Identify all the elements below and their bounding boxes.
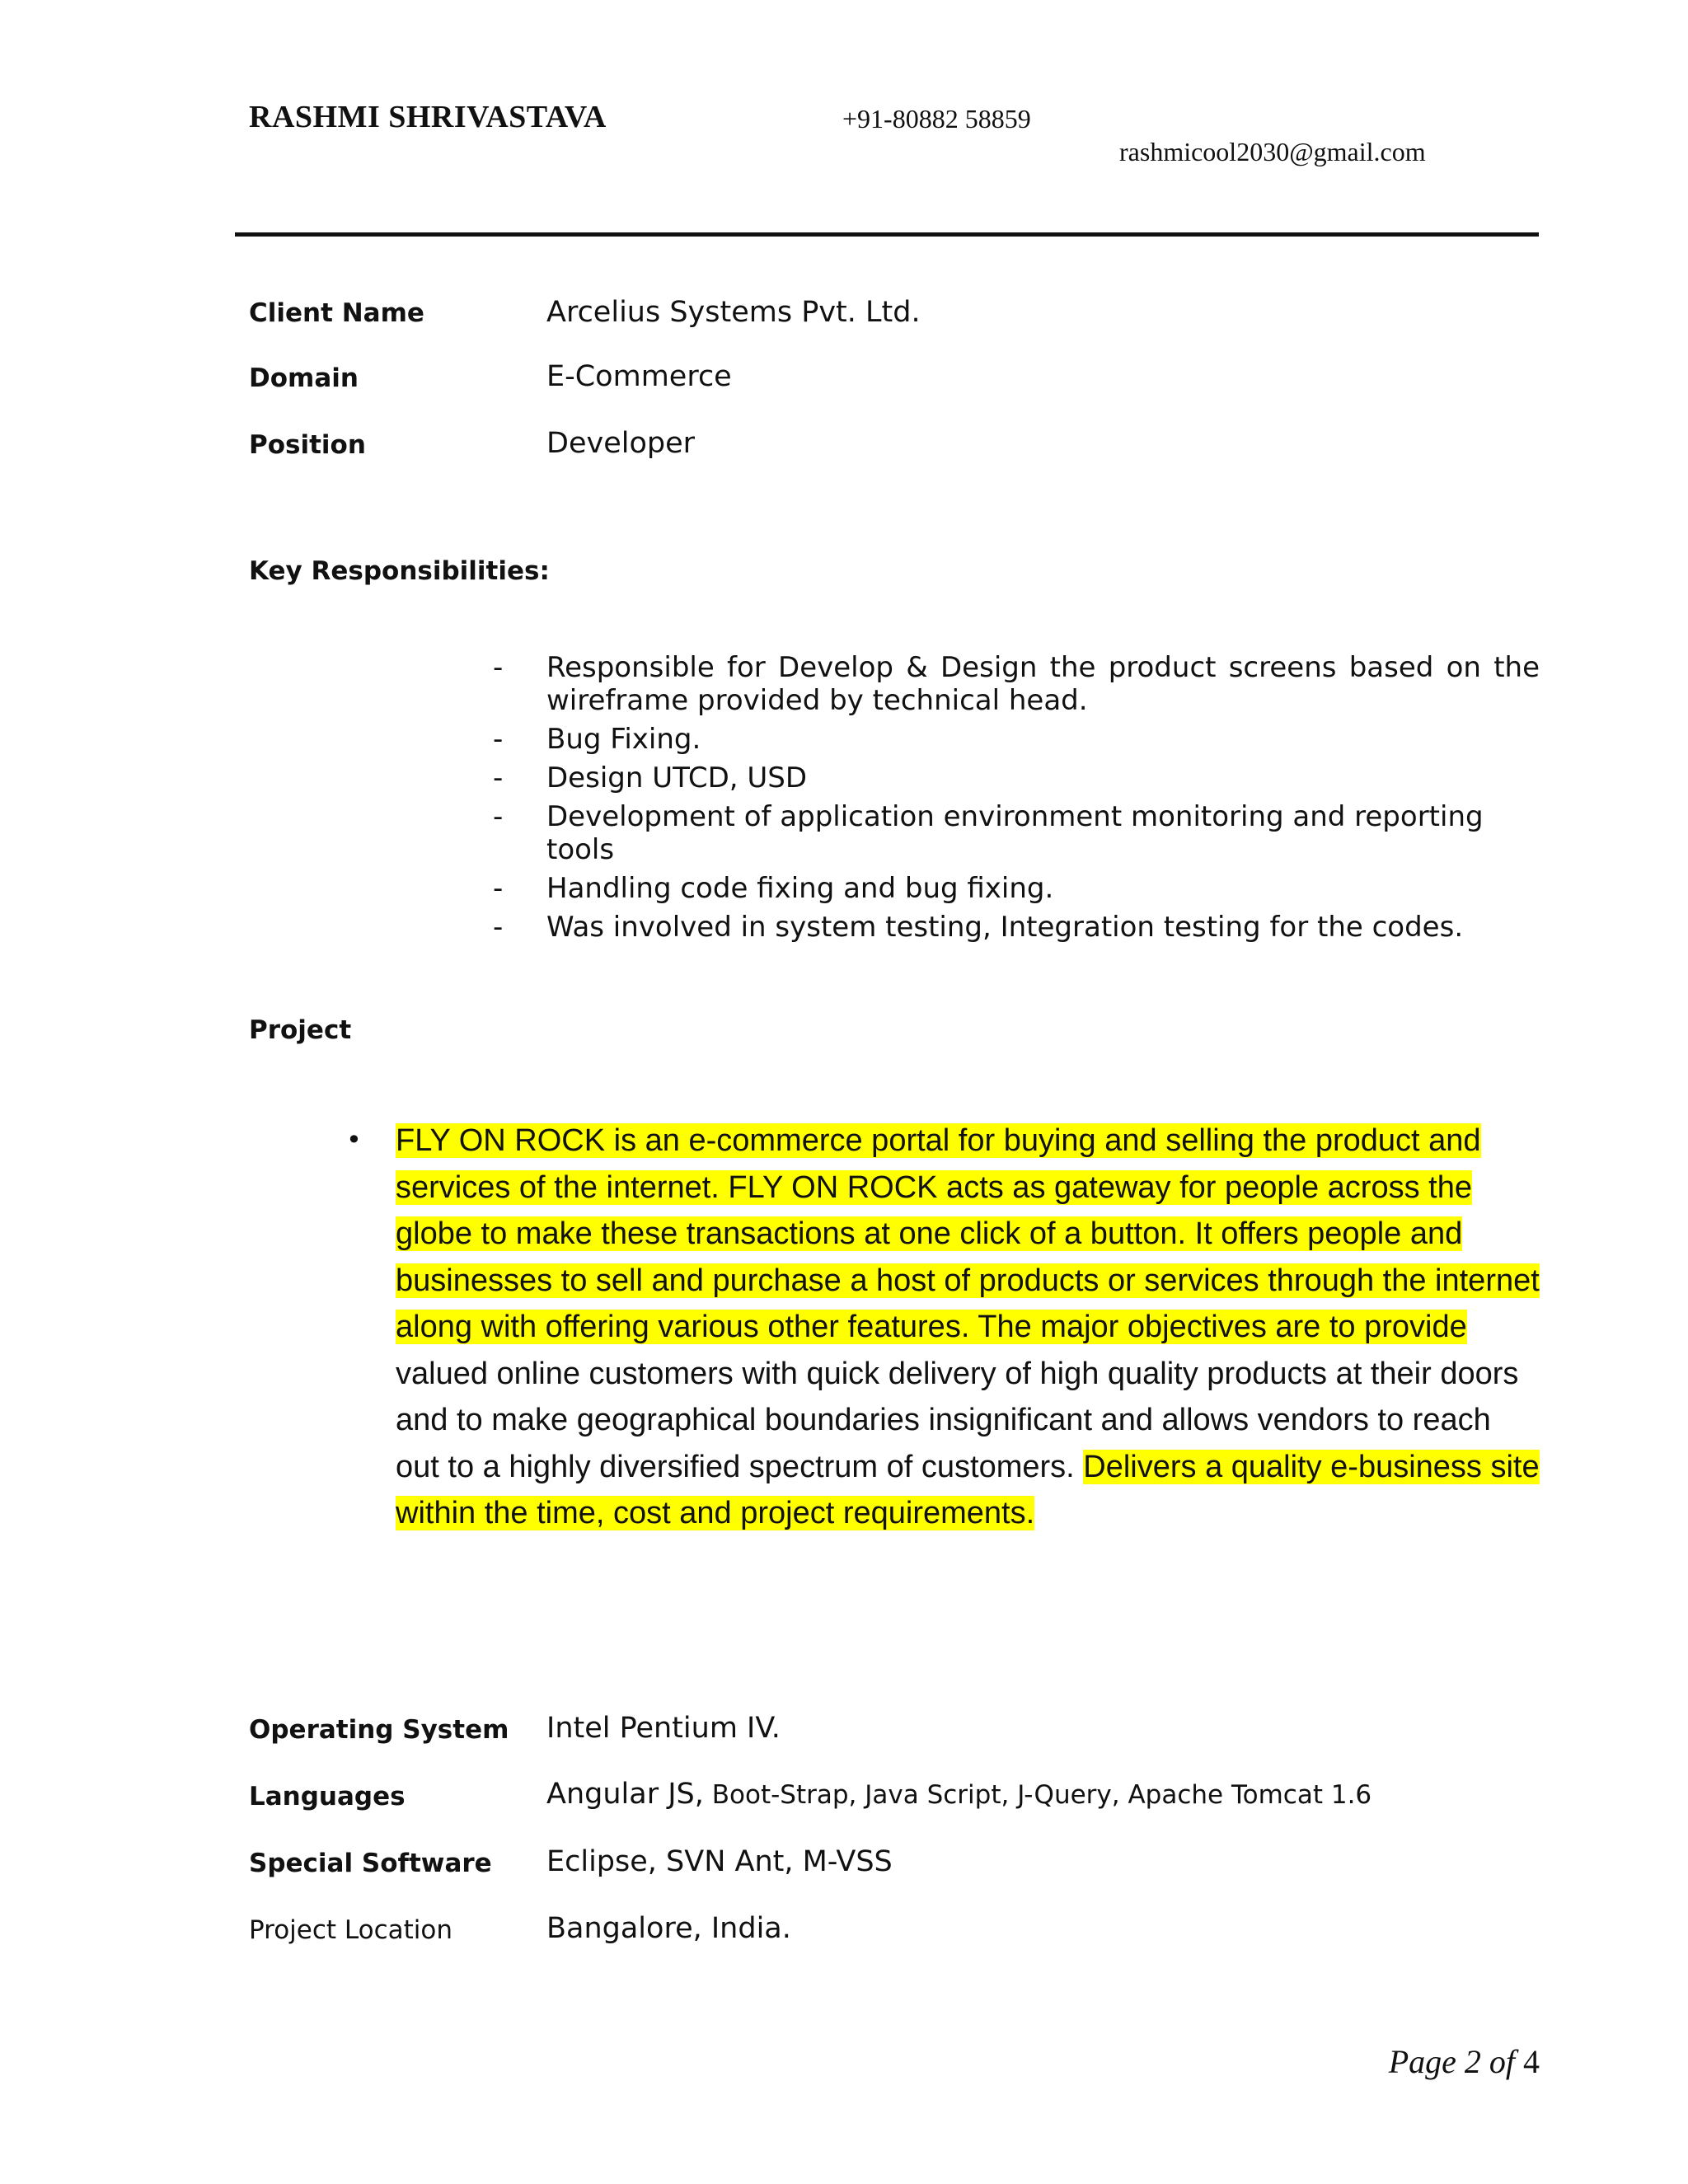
highlighted-text: FLY ON ROCK is an e-commerce portal for buying and selling the product and services of the internet. FLY ON ROCK acts as gateway for people across the globe to make these transactions at one click of a button. It offers people and businesses to sell and purchase a host of products or services through the internet along with offering various other features. The major objectives are to provide [396, 1123, 1540, 1344]
languages-value: Angular JS, Boot-Strap, Java Script, J-Query, Apache Tomcat 1.6 [546, 1778, 1372, 1811]
key-responsibilities-heading: Key Responsibilities: [249, 556, 550, 586]
page-number: Page 2 of 4 [1388, 2043, 1540, 2080]
list-item: - Bug Fixing. [493, 723, 701, 756]
dash-bullet: - [493, 651, 504, 684]
client-name-label: Client Name [249, 298, 424, 328]
project-location-label: Project Location [249, 1915, 453, 1945]
phone-number: +91-80882 58859 [842, 104, 1031, 134]
plain-text: valued online customers with quick delivery of high quality products at their doors and to make geographical boundaries insignificant and allows vendors to reach out to a highly diversified spectrum of customers. [396, 1356, 1519, 1484]
list-item: - Was involved in system testing, Integration testing for the codes. [493, 911, 1464, 944]
header-divider [235, 232, 1539, 237]
project-location-value: Bangalore, India. [546, 1912, 791, 1945]
dash-bullet: - [493, 723, 504, 756]
dash-bullet: - [493, 762, 504, 794]
position-value: Developer [546, 427, 696, 460]
dash-bullet: - [493, 872, 504, 905]
project-heading: Project [249, 1015, 352, 1045]
project-description [396, 1118, 1541, 1537]
list-item: - Design UTCD, USD [493, 762, 808, 794]
bullet-icon: • [346, 1124, 362, 1155]
list-item: - Handling code fixing and bug fixing. [493, 872, 1054, 905]
responsibilities-list [493, 651, 1540, 949]
candidate-name: RASHMI SHRIVASTAVA [249, 100, 607, 134]
list-item: - Development of application environment monitoring and reporting tools [493, 800, 1484, 866]
special-software-value: Eclipse, SVN Ant, M-VSS [546, 1845, 893, 1878]
languages-label: Languages [249, 1782, 406, 1811]
client-name-value: Arcelius Systems Pvt. Ltd. [546, 296, 921, 329]
operating-system-value: Intel Pentium IV. [546, 1712, 781, 1745]
email-address: rashmicool2030@gmail.com [1119, 137, 1426, 166]
operating-system-label: Operating System [249, 1715, 509, 1745]
dash-bullet: - [493, 800, 504, 833]
special-software-label: Special Software [249, 1849, 492, 1878]
domain-label: Domain [249, 363, 359, 393]
list-item: - Responsible for Develop & Design the product screens based on the wireframe provided by technical head. [493, 651, 1540, 717]
dash-bullet: - [493, 911, 504, 944]
domain-value: E-Commerce [546, 360, 732, 393]
highlighted-text: Delivers a quality e-business site within the time, cost and project requirements. [396, 1449, 1540, 1530]
position-label: Position [249, 430, 366, 460]
